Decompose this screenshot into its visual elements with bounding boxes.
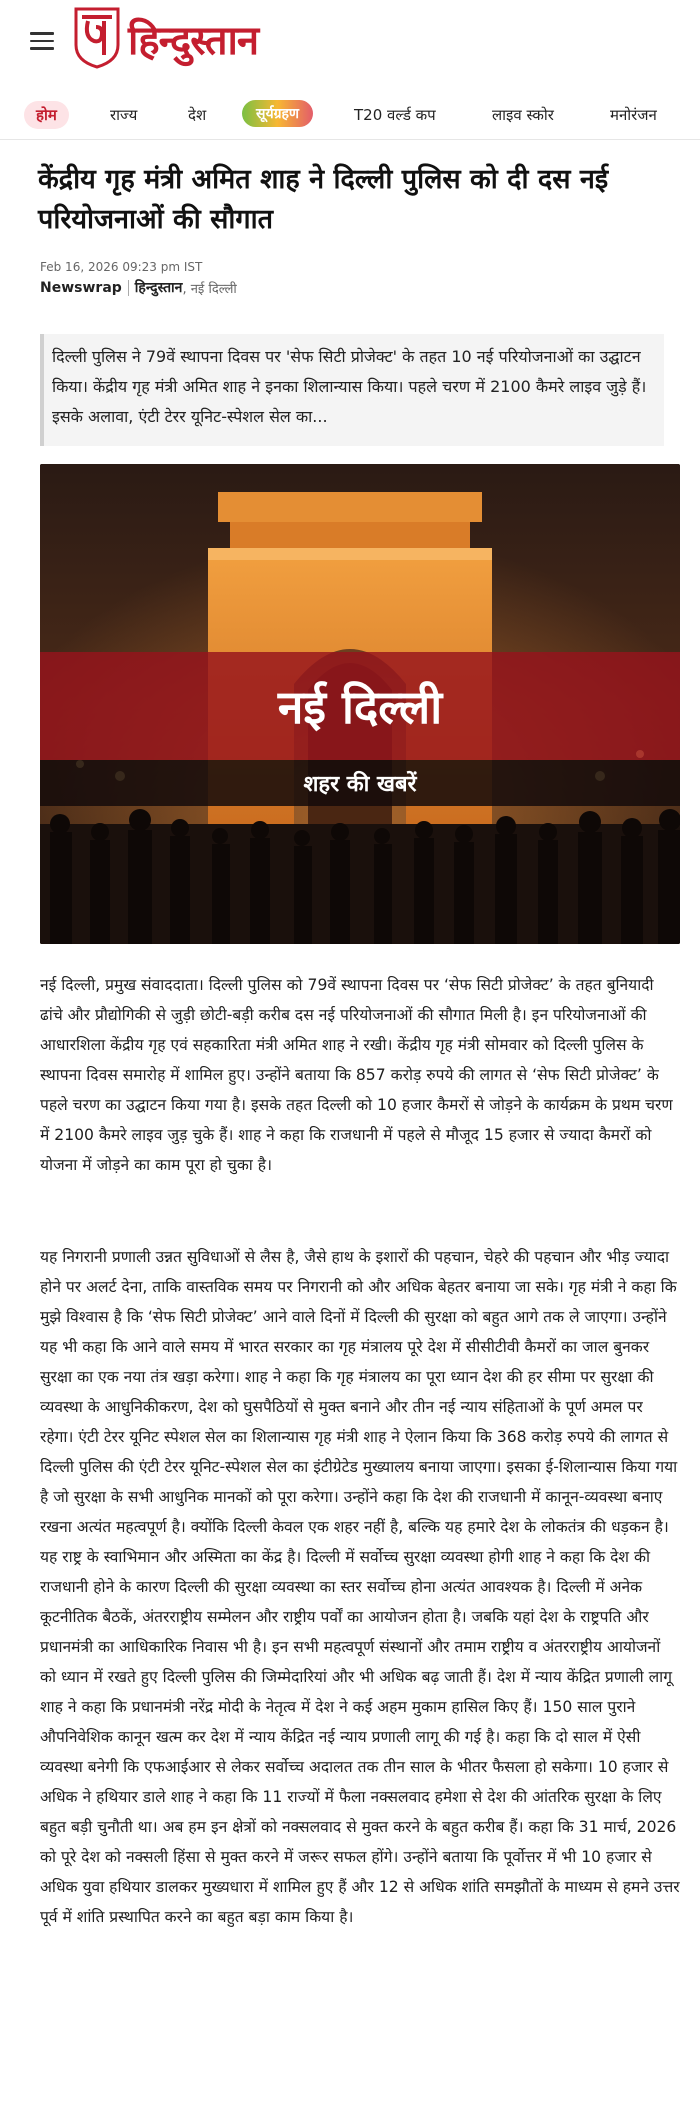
article-date: Feb 16, 2026 09:23 pm IST bbox=[40, 260, 203, 274]
hero-title-band bbox=[40, 652, 680, 760]
top-nav bbox=[0, 96, 700, 140]
nav-item-home[interactable]: होम bbox=[24, 101, 69, 129]
nav-item-t20-world-cup[interactable]: T20 वर्ल्ड कप bbox=[354, 106, 436, 124]
site-header bbox=[0, 0, 700, 84]
article-hero-image bbox=[40, 464, 680, 944]
article-paragraph-1: नई दिल्ली, प्रमुख संवाददाता। दिल्ली पुलिस को 79वें स्थापना दिवस पर ‘सेफ सिटी प्रोजेक्ट’ के तहत बुनियादी ढांचे और प्रौद्योगिकी से जुड़ी छोटी-बड़ी करीब दस नई परियोजनाओं की सौगात मिली है। इन परियोजनाओं की आधारशिला केंद्रीय गृह एवं सहकारिता मंत्री अमित शाह ने रखी। केंद्रीय गृह मंत्री सोमवार को दिल्ली पुलिस के स्थापना दिवस समारोह में शामिल हुए। उन्होंने बताया कि 857 करोड़ रुपये की लागत से ‘सेफ सिटी प्रोजेक्ट’ के पहले चरण का उद्घाटन किया गया है। इसके तहत दिल्ली को 10 हजार कैमरों से जोड़ने के कार्यक्रम के प्रथम चरण में 2100 कैमरे लाइव जुड़ चुके हैं। शाह ने कहा कि राजधानी में पहले से मौजूद 15 हजार से ज्यादा कैमरों को योजना में जोड़ने का काम पूरा हो चुका है। bbox=[40, 976, 673, 1174]
logo-text: हिन्दुस्तान bbox=[128, 17, 259, 64]
byline-source[interactable]: Newswrap bbox=[40, 279, 122, 296]
hamburger-menu-icon[interactable] bbox=[30, 32, 54, 50]
article-headline: केंद्रीय गृह मंत्री अमित शाह ने दिल्ली पुलिस को दी दस नई परियोजनाओं की सौगात bbox=[38, 164, 609, 235]
hero-subtitle-band bbox=[40, 760, 680, 806]
byline-city: , नई दिल्ली bbox=[182, 281, 237, 297]
hero-subtitle: शहर की खबरें bbox=[303, 772, 417, 797]
site-logo[interactable] bbox=[72, 6, 258, 70]
article-byline bbox=[40, 278, 237, 297]
nav-item-entertainment[interactable]: मनोरंजन bbox=[610, 106, 657, 124]
article-paragraph-2: यह निगरानी प्रणाली उन्नत सुविधाओं से लैस है, जैसे हाथ के इशारों की पहचान, चेहरे की पहचान और भीड़ ज्यादा होने पर अलर्ट देना, ताकि वास्तविक समय पर निगरानी को और अधिक बेहतर बनाया जा सके। गृह मंत्री ने कहा कि मुझे विश्वास है कि ‘सेफ सिटी प्रोजेक्ट’ आने वाले दिनों में दिल्ली की सुरक्षा को बहुत आगे तक ले जाएगा। उन्होंने यह भी कहा कि आने वाले समय में भारत सरकार का गृह मंत्रालय पूरे देश में सीसीटीवी कैमरों का जाल बुनकर सुरक्षा का एक नया तंत्र खड़ा करेगा। शाह ने कहा कि गृह मंत्रालय का पूरा ध्यान देश की हर सीमा पर सुरक्षा की व्यवस्था के आधुनिकीकरण, देश को घुसपैठियों से मुक्त बनाने और तीन नई न्याय संहिताओं के पूर्ण अमल पर रहेगा। एंटी टेरर यूनिट स्पेशल सेल का शिलान्यास गृह मंत्री शाह ने ऐलान किया कि 368 करोड़ रुपये की लागत से दिल्ली पुलिस की एंटी टेरर यूनिट-स्पेशल सेल का इंटीग्रेटेड मुख्यालय बनाया जाएगा। इसका ई-शिलान्यास किया गया है जो सुरक्षा के सभी आधुनिक मानकों को पूरा करेगा। उन्होंने कहा कि देश की राजधानी में कानून-व्यवस्था बनाए रखना अत्यंत महत्वपूर्ण है। क्योंकि दिल्ली केवल एक शहर नहीं है, बल्कि यह हमारे देश के लोकतंत्र की धड़कन है। यह राष्ट्र के स्वाभिमान और अस्मिता का केंद्र है। दिल्ली में सर्वोच्च सुरक्षा व्यवस्था होगी शाह ने कहा कि देश की राजधानी होने के कारण दिल्ली की सुरक्षा व्यवस्था का स्तर सर्वोच्च होना अत्यंत आवश्यक है। दिल्ली में अनेक कूटनीतिक बैठकें, अंतरराष्ट्रीय सम्मेलन और राष्ट्रीय पर्वों का आयोजन होता है। जबकि यहां देश के राष्ट्रपति और प्रधानमंत्री का आधिकारिक निवास भी है। इन सभी महत्वपूर्ण संस्थानों और तमाम राष्ट्रीय व अंतरराष्ट्रीय आयोजनों को ध्यान में रखते हुए दिल्ली पुलिस की जिम्मेदारियां और भी अधिक बढ़ जाती हैं। देश में न्याय केंद्रित प्रणाली लागू शाह ने कहा कि प्रधानमंत्री नरेंद्र मोदी के नेतृत्व में देश ने कई अहम मुकाम हासिल किए हैं। 150 साल पुराने औपनिवेशिक कानून खत्म कर देश में न्याय केंद्रित नई न्याय प्रणाली लागू की गई है। कहा कि दो साल में ऐसी व्यवस्था बनेगी कि एफआईआर से लेकर सर्वोच्च अदालत तक तीन साल के भीतर फैसला हो सकेगा। 10 हजार से अधिक ने हथियार डाले शाह ने कहा कि 11 राज्यों में फैला नक्सलवाद हमेशा से देश की आंतरिक सुरक्षा के लिए बहुत बड़ी चुनौती था। अब हम इन क्षेत्रों को नक्सलवाद से मुक्त करने के बहुत करीब हैं। कहा कि 31 मार्च, 2026 को पूरे देश को नक्सली हिंसा से मुक्त करने में जरूर सफल होंगे। उन्होंने बताया कि पूर्वोत्तर में भी 10 हजार से अधिक युवा हथियार डालकर मुख्यधारा में शामिल हुए हैं और 12 से अधिक शांति समझौतों के माध्यम से हमने उत्तर पूर्व में शांति प्रस्थापित करने का बहुत बड़ा काम किया है। bbox=[40, 1248, 680, 1926]
article-summary: दिल्ली पुलिस ने 79वें स्थापना दिवस पर 'सेफ सिटी प्रोजेक्ट' के तहत 10 नई परियोजनाओं का उद्घाटन किया। केंद्रीय गृह मंत्री अमित शाह ने इनका शिलान्यास किया। पहले चरण में 2100 कैमरे लाइव जुड़े हैं। इसके अलावा, एंटी टेरर यूनिट-स्पेशल सेल का... bbox=[40, 334, 664, 446]
nav-item-live-score[interactable]: लाइव स्कोर bbox=[492, 106, 554, 124]
byline-divider bbox=[128, 280, 129, 296]
logo-emblem-icon bbox=[72, 7, 122, 69]
nav-item-country[interactable]: देश bbox=[188, 106, 207, 124]
nav-item-state[interactable]: राज्य bbox=[110, 106, 138, 124]
byline-brand[interactable]: हिन्दुस्तान bbox=[134, 280, 183, 296]
hero-title: नई दिल्ली bbox=[277, 680, 443, 734]
nav-item-solar-eclipse[interactable]: सूर्यग्रहण bbox=[242, 100, 313, 127]
